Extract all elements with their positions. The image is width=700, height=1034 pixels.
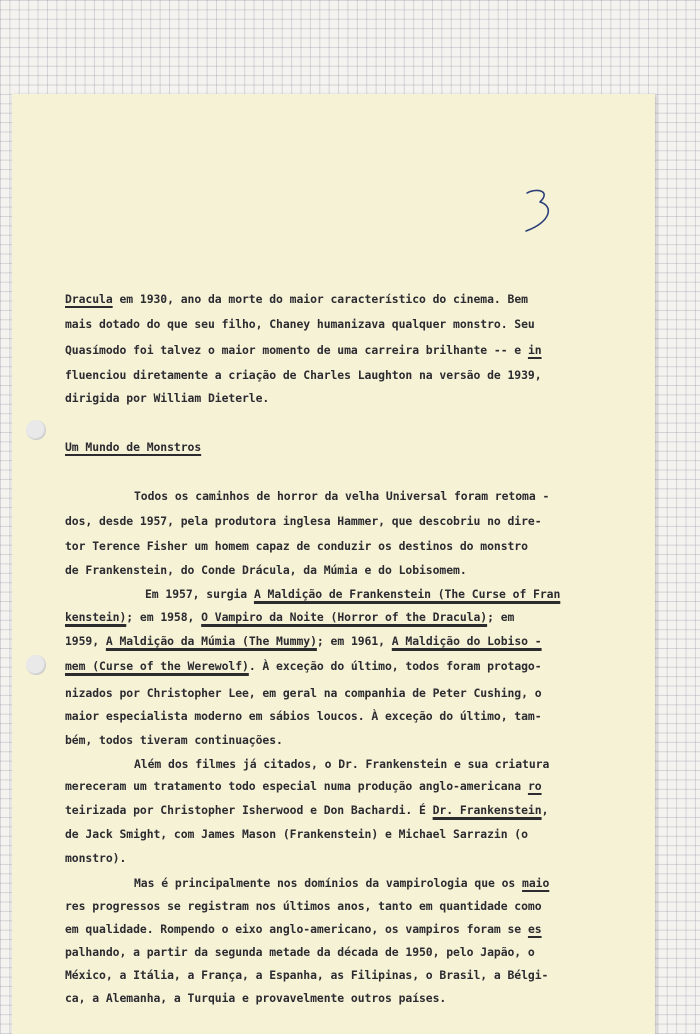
underlined-text: A Maldição da Múmia (The Mummy) (105, 634, 317, 648)
text-line (134, 489, 700, 503)
text-segment: de Frankenstein, do Conde Drácula, da Múmia e do Lobisomem. (65, 563, 467, 577)
text-segment: de Jack Smight, com James Mason (Frankenstein) e Michael Sarrazin (o (65, 827, 528, 841)
text-segment: mereceram um tratamento todo especial numa produção anglo-americana (65, 779, 528, 793)
text-segment: ca, a Alemanha, a Turquia e provavelmente outros países. (65, 991, 447, 1005)
text-line (65, 686, 700, 700)
underlined-text: mem (Curse of the Werewolf) (65, 659, 249, 673)
text-line (65, 634, 700, 648)
text-line (65, 368, 700, 382)
underlined-text: maio (522, 876, 550, 890)
text-line (134, 876, 700, 890)
text-segment: Quasímodo foi talvez o maior momento de uma carreira brilhante -- e (65, 343, 528, 357)
text-segment: em 1930, ano da morte do maior característico do cinema. Bem (112, 292, 528, 306)
text-line (65, 779, 700, 793)
underlined-text: ro (527, 779, 542, 793)
text-line (65, 827, 700, 841)
text-line (65, 659, 700, 673)
text-segment: Todos os caminhos de horror da velha Universal foram retoma - (134, 489, 550, 503)
punch-hole-bottom (26, 655, 46, 675)
text-segment: México, a Itália, a França, a Espanha, as Filipinas, o Brasil, a Bélgi- (65, 968, 549, 982)
text-segment: bém, todos tiveram continuações. (65, 733, 283, 747)
underlined-text: Dr. Frankenstein (432, 803, 542, 817)
text-segment: mais dotado do que seu filho, Chaney humanizava qualquer monstro. Seu (65, 317, 535, 331)
text-segment: Em 1957, surgia (145, 587, 254, 601)
text-line (65, 514, 700, 528)
text-segment: nizados por Christopher Lee, em geral na companhia de Peter Cushing, o (65, 686, 542, 700)
text-segment: ; em 1958, (126, 610, 202, 624)
text-segment: res progressos se registram nos últimos anos, tanto em quantidade como (65, 899, 542, 913)
text-line (65, 899, 700, 913)
punch-hole-top (26, 420, 46, 440)
text-line (65, 292, 700, 306)
text-segment: , (541, 803, 549, 817)
text-segment: tor Terence Fisher um homem capaz de conduzir os destinos do monstro (65, 539, 528, 553)
underlined-text: in (527, 343, 542, 357)
underlined-text: kenstein) (65, 610, 127, 624)
text-segment: . À exceção do último, todos foram protago- (248, 659, 542, 673)
text-line (145, 587, 700, 601)
text-line (65, 391, 700, 405)
underlined-text: O Vampiro da Noite (Horror of the Dracula) (201, 610, 488, 624)
underlined-text: es (527, 922, 542, 936)
underlined-text: Dracula (65, 292, 113, 306)
section-heading: Um Mundo de Monstros (65, 440, 202, 454)
text-segment: dos, desde 1957, pela produtora inglesa Hammer, que descobriu no dire- (65, 514, 542, 528)
text-line (65, 968, 700, 982)
text-line (65, 945, 700, 959)
text-line (65, 803, 700, 817)
text-line (134, 757, 700, 771)
text-segment: maior especialista moderno em sábios loucos. À exceção do último, tam- (65, 709, 542, 723)
text-line (65, 539, 700, 553)
text-segment: fluenciou diretamente a criação de Charles Laughton na versão de 1939, (65, 368, 542, 382)
underlined-text: A Maldição do Lobiso - (391, 634, 542, 648)
text-line (65, 563, 700, 577)
text-segment: palhando, a partir da segunda metade da década de 1950, pelo Japão, o (65, 945, 535, 959)
text-line (65, 709, 700, 723)
text-segment: ; em 1961, (316, 634, 392, 648)
text-line (65, 851, 700, 865)
text-line (65, 317, 700, 331)
text-segment: em qualidade. Rompendo o eixo anglo-americano, os vampiros foram se (65, 922, 528, 936)
underlined-text: A Maldição de Frankenstein (The Curse of Fran (253, 587, 561, 601)
text-segment: dirigida por William Dieterle. (65, 391, 270, 405)
text-line (65, 922, 700, 936)
text-line (65, 991, 700, 1005)
page-number-three-glyph (523, 188, 559, 234)
text-segment: teirizada por Christopher Isherwood e Don Bachardi. É (65, 803, 433, 817)
text-segment: ; em (487, 610, 515, 624)
text-line (65, 440, 700, 454)
handwritten-page-number (523, 188, 559, 234)
text-segment: Mas é principalmente nos domínios da vampirologia que os (134, 876, 523, 890)
text-segment: 1959, (65, 634, 106, 648)
text-segment: monstro). (65, 851, 127, 865)
text-segment: Além dos filmes já citados, o Dr. Frankenstein e sua criatura (134, 757, 550, 771)
text-line (65, 343, 700, 357)
text-line (65, 733, 700, 747)
text-line (65, 610, 700, 624)
